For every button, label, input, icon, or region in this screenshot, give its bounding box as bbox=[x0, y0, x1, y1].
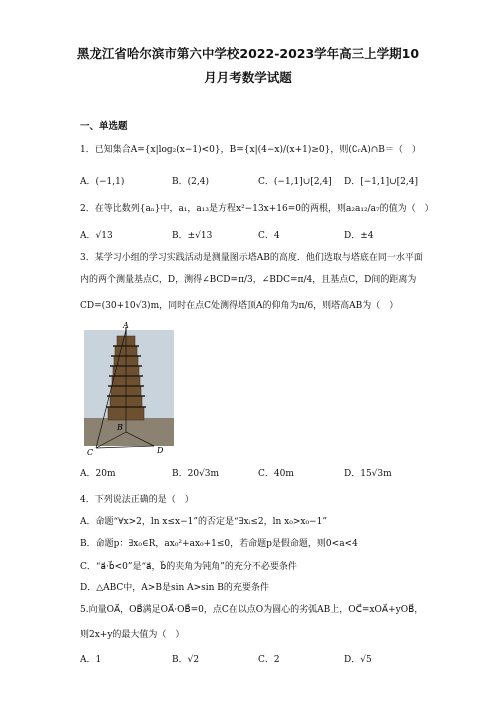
q2-stem: 2．在等比数列{aₙ}中，a₁，a₁₃是方程x²−13x+16=0的两根，则a₂a₁₂/a₇的值为（ ） bbox=[80, 204, 434, 214]
q3-option-a: A．20m bbox=[80, 469, 116, 479]
label-d: D bbox=[157, 446, 164, 455]
q2-option-a: A．√13 bbox=[80, 231, 113, 241]
q5-stem-line-1: 5.向量OA⃗，OB⃗满足OA⃗·OB⃗=0，点C在以点O为圆心的劣弧AB上，OC⃗=xOA⃗+yOB⃗， bbox=[80, 605, 424, 615]
q1-option-b: B．(2,4) bbox=[172, 177, 209, 187]
label-c: C bbox=[87, 448, 94, 457]
q5-option-c: C．2 bbox=[258, 655, 280, 665]
label-a: A bbox=[123, 322, 129, 330]
q5-option-a: A．1 bbox=[80, 655, 102, 665]
q4-option-b: B．命题p：∃x₀∈R，ax₀²+ax₀+1≤0，若命题p是假命题，则0<a<4 bbox=[80, 539, 358, 549]
q3-stem-line-1: 3．某学习小组的学习实践活动是测量图示塔AB的高度．他们选取与塔底在同一水平面 bbox=[80, 253, 423, 263]
q4-option-a: A．命题“∀x>2，ln x≤x−1”的否定是“∃xᵢ≤2，ln x₀>x₀−1” bbox=[80, 517, 327, 527]
q3-option-d: D．15√3m bbox=[344, 469, 392, 479]
q1-option-a: A．(−1,1) bbox=[80, 177, 125, 187]
q5-stem-line-2: 则2x+y的最大值为（ ） bbox=[80, 630, 185, 640]
q4-option-c: C．“a⃗·b⃗<0”是“a⃗，b⃗的夹角为钝角”的充分不必要条件 bbox=[80, 562, 297, 572]
q4-stem: 4．下列说法正确的是（ ） bbox=[80, 495, 194, 505]
label-b: B bbox=[117, 423, 123, 432]
q3-stem-line-2: 内的两个测量基点C，D，测得∠BCD=π/3，∠BDC=π/4，且基点C，D间的距离为 bbox=[80, 275, 417, 285]
title-line-2: 月月考数学试题 bbox=[204, 70, 292, 85]
q3-option-c: C．40m bbox=[258, 469, 294, 479]
title-line-1: 黑龙江省哈尔滨市第六中学校2022-2023学年高三上学期10 bbox=[76, 46, 420, 61]
q3-stem-line-3: CD=(30+10√3)m，同时在点C处测得塔顶A的仰角为π/6，则塔高AB为（ ） bbox=[80, 301, 399, 311]
q2-option-d: D．±4 bbox=[344, 231, 374, 241]
section-heading: 一、单选题 bbox=[80, 121, 128, 132]
q4-option-d: D．△ABC中，A>B是sin A>sin B的充要条件 bbox=[80, 583, 269, 593]
tower-diagram bbox=[84, 322, 174, 460]
q3-option-b: B．20√3m bbox=[172, 469, 220, 479]
q1-stem: 1．已知集合A={x|log₂(x−1)<0}，B={x|(4−x)/(x+1)≥0}，则(∁ᵣA)∩B＝（ ） bbox=[80, 145, 421, 155]
q1-option-c: C．(−1,1]∪[2,4] bbox=[258, 177, 332, 187]
q2-option-b: B．±√13 bbox=[172, 231, 213, 241]
q5-option-b: B．√2 bbox=[172, 655, 200, 665]
q5-option-d: D．√5 bbox=[344, 655, 372, 665]
q2-option-c: C．4 bbox=[258, 231, 280, 241]
q1-option-d: D．[−1,1]∪[2,4] bbox=[344, 177, 418, 187]
